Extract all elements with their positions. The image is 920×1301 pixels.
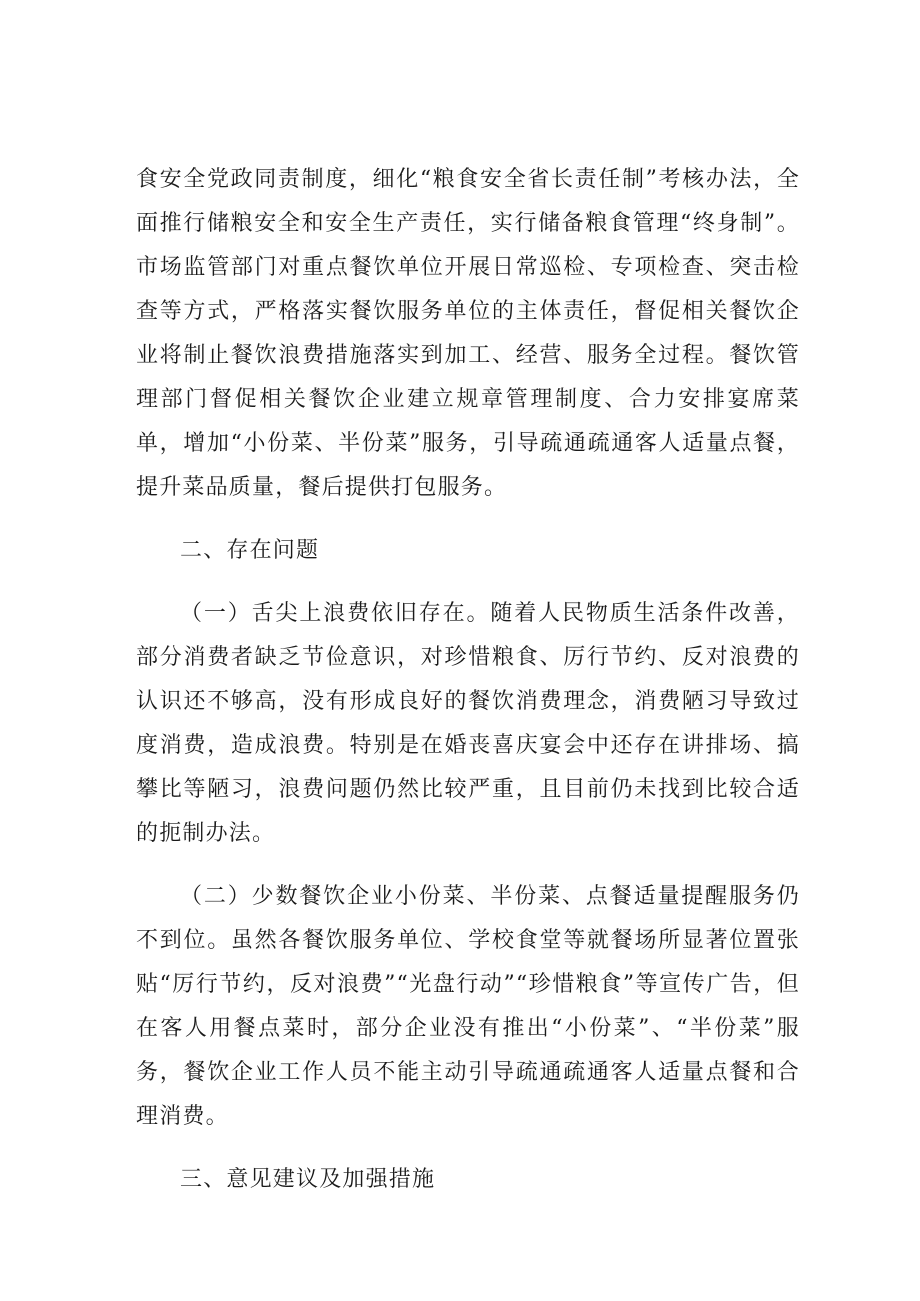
document-body: [136, 158, 800, 1202]
body-paragraph-waste: （一）舌尖上浪费依旧存在。随着人民物质生活条件改善，部分消费者缺乏节俭意识，对珍惜粮食、厉行节约、反对浪费的认识还不够高，没有形成良好的餐饮消费理念，消费陋习导致过度消费，造成浪费。特别是在婚丧喜庆宴会中还存在讲排场、搞攀比等陋习，浪费问题仍然比较严重，且目前仍未找到比较合适的扼制办法。: [136, 601, 800, 846]
body-paragraph-continued: 食安全党政同责制度，细化“粮食安全省长责任制”考核办法，全面推行储粮安全和安全生产责任，实行储备粮食管理“终身制”。市场监管部门对重点餐饮单位开展日常巡检、专项检查、突击检查等方式，严格落实餐饮服务单位的主体责任，督促相关餐饮企业将制止餐饮浪费措施落实到加工、经营、服务全过程。餐饮管理部门督促相关餐饮企业建立规章管理制度、合力安排宴席菜单，增加“小份菜、半份菜”服务，引导疏通疏通客人适量点餐，提升菜品质量，餐后提供打包服务。: [136, 167, 800, 500]
body-paragraph-small-portions: （二）少数餐饮企业小份菜、半份菜、点餐适量提醒服务仍不到位。虽然各餐饮服务单位、学校食堂等就餐场所显著位置张贴“厉行节约，反对浪费”“光盘行动”“珍惜粮食”等宣传广告，但在客人用餐点菜时，部分企业没有推出“小份菜”、“半份菜”服务，餐饮企业工作人员不能主动引导疏通疏通客人适量点餐和合理消费。: [136, 884, 800, 1129]
section-heading-problems: 二、存在问题: [180, 538, 320, 563]
section-heading-suggestions: 三、意见建议及加强措施: [180, 1167, 436, 1192]
